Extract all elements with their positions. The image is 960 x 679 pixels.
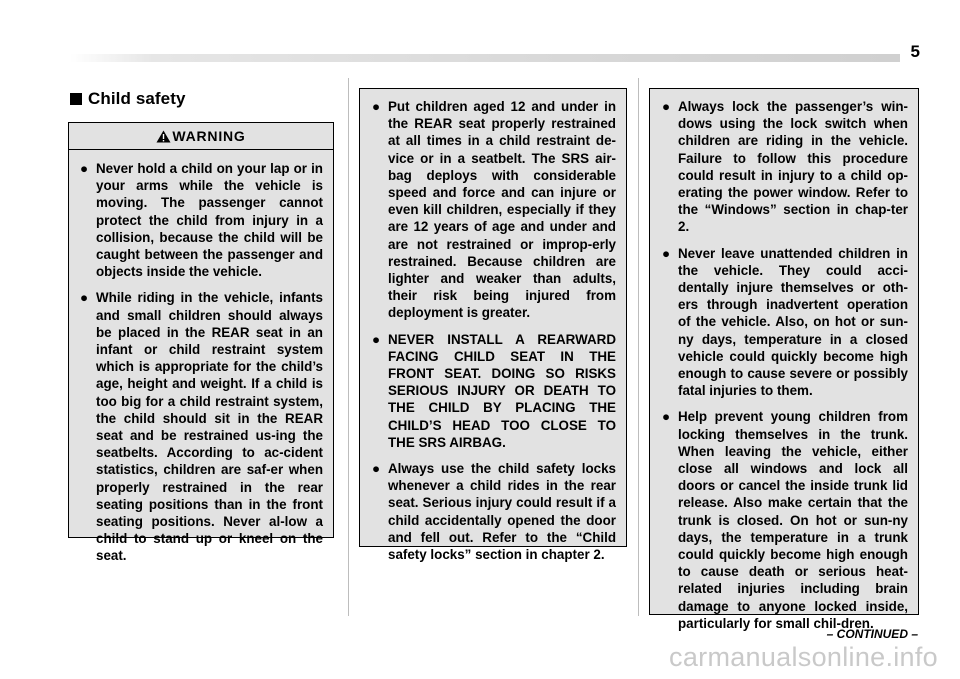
bullet-icon: ● xyxy=(662,99,671,114)
watermark: carmanualsonline.info xyxy=(669,642,938,672)
list-item xyxy=(657,98,908,236)
warning-box-column-1 xyxy=(68,149,334,564)
list-item-text: While riding in the vehicle, infants and small children should always be placed in the REAR seat in an infant or child restraint system which is appropriate for the child’s age, height and weight. If a child is too big for a child restraint system, the child should sit in the REAR seat and be restrained us-ing the seatbelts. According to ac-cident statistics, children are saf-er when properly restrained in the rear seating positions than in the front seating positions. Never al-low a child to stand up or kneel on the seat. xyxy=(96,290,323,564)
section-square-icon xyxy=(70,93,82,105)
warning-triangle-icon xyxy=(156,130,171,143)
bullet-icon: ● xyxy=(372,99,381,114)
warning-label: WARNING xyxy=(172,128,246,144)
warning-box-column-2 xyxy=(359,88,627,563)
bullet-icon: ● xyxy=(662,409,671,425)
list-item-text: Help prevent young children from locking themselves in the trunk. When leaving the vehicle, either close all windows and lock all doors or cancel the inside trunk lid release. Also make certain that the trunk is closed. On hot or sun-ny days, the temperature in a trunk could quickly become high enough to cause death or serious heat-related injuries including brain damage to anyone locked inside, particularly for small chil-dren. xyxy=(678,409,908,631)
list-item xyxy=(657,245,908,400)
list-item xyxy=(367,331,616,451)
list-item-text: Never hold a child on your lap or in your arms while the vehicle is moving. The passenger cannot protect the child from injury in a collision, because the child will be caught between the passenger and objects inside the vehicle. xyxy=(96,161,323,280)
bullet-icon: ● xyxy=(372,331,381,347)
list-item-text: Always lock the passenger’s win-dows using the lock switch when children are riding in the vehicle. Failure to follow this procedure could result in injury to a child op-erating the power window. Refer to the “Windows” section in chap-ter 2. xyxy=(678,99,908,235)
bullet-icon: ● xyxy=(662,245,671,261)
column-divider xyxy=(638,78,639,616)
continued-label: – CONTINUED – xyxy=(826,627,918,641)
warning-box-column-3 xyxy=(649,88,919,631)
list-item xyxy=(75,289,323,564)
list-item-text: NEVER INSTALL A REARWARD FACING CHILD SEAT IN THE FRONT SEAT. DOING SO RISKS SERIOUS INJURY OR DEATH TO THE CHILD BY PLACING THE CHILD’S HEAD TOO CLOSE TO THE SRS AIRBAG. xyxy=(388,331,616,450)
bullet-icon: ● xyxy=(372,461,381,477)
list-item xyxy=(367,98,616,322)
list-item-text: Always use the child safety locks whenever a child rides in the rear seat. Serious injury could result if a child accidentally opened the door and fell out. Refer to the “Child safety locks” section in chapter 2. xyxy=(388,461,616,563)
section-title-text: Child safety xyxy=(88,89,186,108)
list-item-text: Put children aged 12 and under in the REAR seat properly restrained at all times in a child restraint de-vice or in a seatbelt. The SRS air-bag deploys with considerable speed and force and can injure or even kill children, especially if they are 12 years of age and under and are not restrained or improp-erly restrained. Because children are lighter and weaker than adults, their risk being injured from deployment is greater. xyxy=(388,99,616,321)
section-title xyxy=(70,89,186,109)
bullet-icon: ● xyxy=(80,161,89,176)
warning-header xyxy=(68,122,334,150)
list-item xyxy=(367,460,616,563)
list-item-text: Never leave unattended children in the vehicle. They could acci-dentally injure themselves or oth-ers through inadvertent operation of the vehicle. Also, on hot or sun-ny days, temperature in a closed vehicle could quickly become high enough to cause severe or possibly fatal injuries to them. xyxy=(678,245,908,399)
header-rule xyxy=(70,54,900,62)
bullet-icon: ● xyxy=(80,290,89,306)
page-number: 5 xyxy=(910,42,920,61)
list-item xyxy=(75,160,323,280)
column-divider xyxy=(348,78,349,616)
list-item xyxy=(657,408,908,632)
